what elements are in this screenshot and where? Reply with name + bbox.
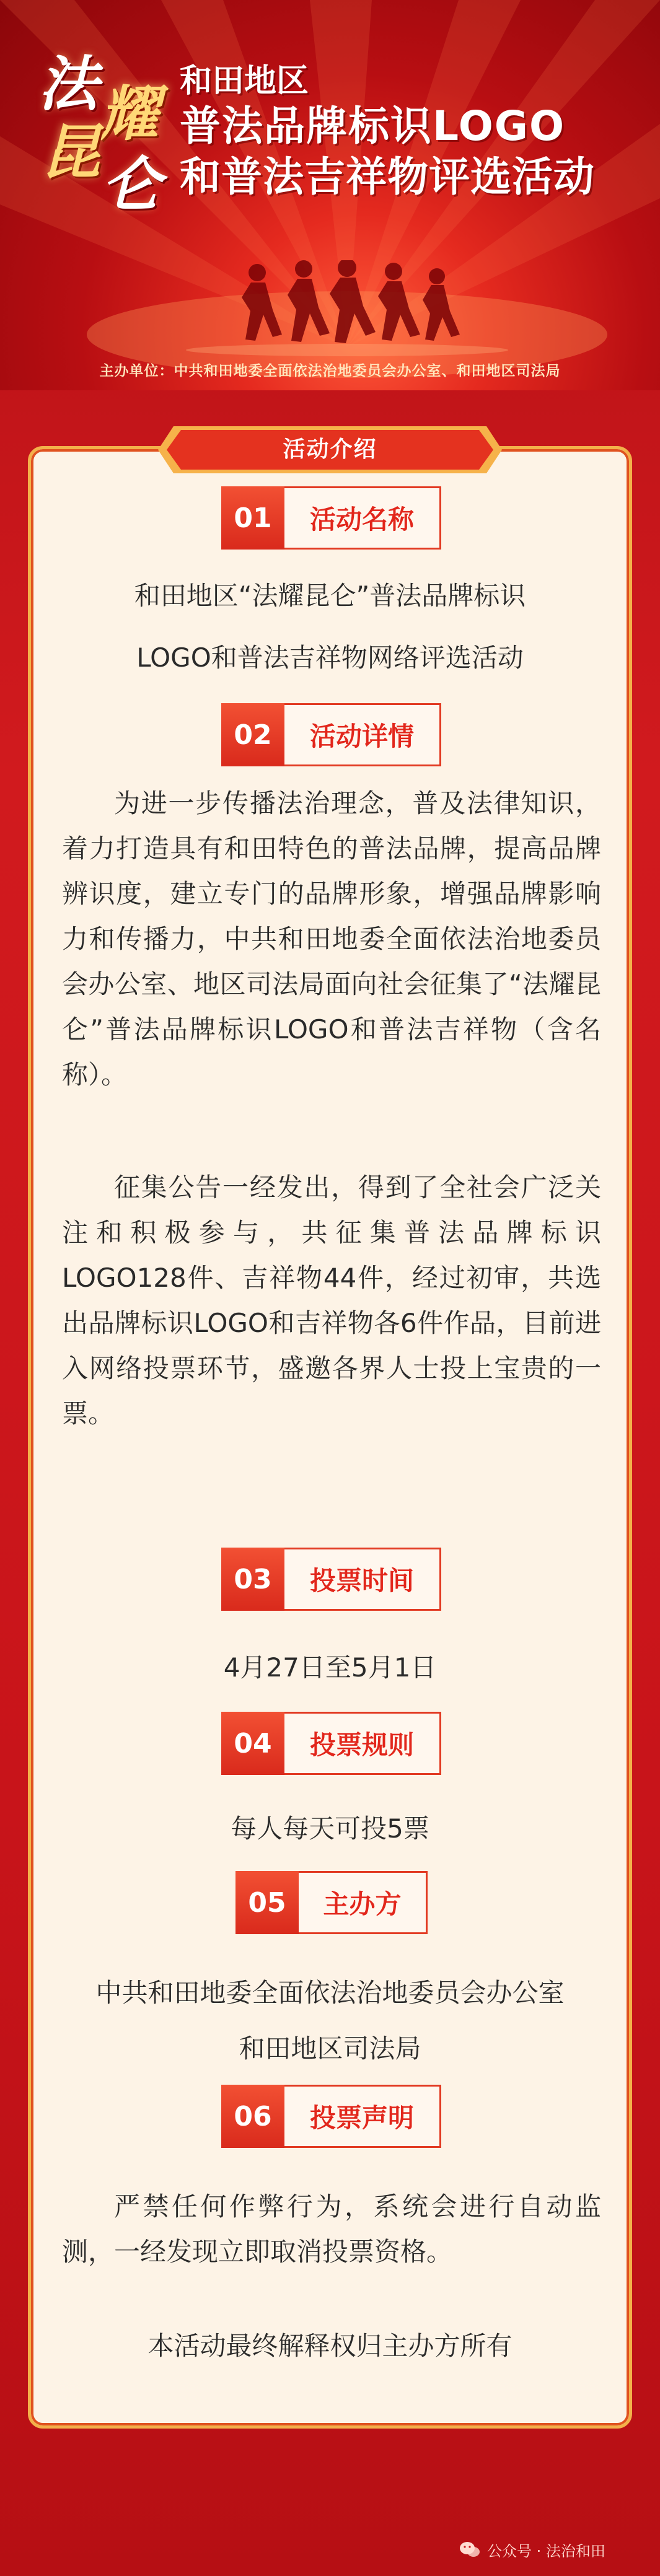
section-01-header (221, 486, 441, 550)
watermark (459, 2539, 605, 2561)
section-04-label: 投票规则 (284, 1712, 441, 1775)
section-03-header (221, 1548, 441, 1611)
watermark-text: 公众号 · 法治和田 (487, 2543, 605, 2560)
runners-silhouette-icon (0, 260, 660, 359)
section-05-header (235, 1871, 428, 1934)
section-04-header (221, 1712, 441, 1775)
section-01-label: 活动名称 (284, 486, 441, 550)
section-01-number: 01 (221, 486, 284, 550)
banner-title-line-3: 和普法吉祥物评选活动 (180, 153, 595, 201)
section-05-number: 05 (235, 1871, 299, 1934)
logo-char-fa: 法 (38, 49, 98, 119)
vote-time-value: 4月27日至5月1日 (223, 1652, 437, 1683)
activity-detail-paragraph-1: 为进一步传播法治理念，普及法律知识，着力打造具有和田特色的普法品牌，提高品牌辨识度，建立专门的品牌形象，增强品牌影响力和传播力，中共和田地委全面依法治地委员会办公室、地区司法局面向社会征集了“法耀昆仑”普法品牌标识LOGO和普法吉祥物（含名称）。 (62, 788, 601, 1090)
vote-rule-value: 每人每天可投5票 (231, 1813, 429, 1844)
intro-title: 活动介绍 (283, 437, 377, 462)
section-02-number: 02 (221, 703, 284, 766)
activity-name-line-1: 和田地区“法耀昆仑”普法品牌标识 (134, 580, 526, 611)
logo-char-yao: 耀 (99, 79, 159, 149)
section-02-header (221, 703, 441, 766)
activity-name-line-2: LOGO和普法吉祥物网络评选活动 (136, 642, 524, 673)
host-line-1: 中共和田地委全面依法治地委员会办公室 (95, 1978, 565, 2008)
wechat-icon (459, 2541, 481, 2559)
organizer-line: 主办单位：中共和田地委全面依法治地委员会办公室、和田地区司法局 (99, 363, 561, 379)
logo-char-kun: 昆 (41, 117, 100, 187)
header-banner (0, 0, 660, 390)
section-02-label: 活动详情 (284, 703, 441, 766)
final-note: 本活动最终解释权归主办方所有 (147, 2331, 513, 2361)
section-05-label: 主办方 (299, 1871, 428, 1934)
section-03-number: 03 (221, 1548, 284, 1611)
logo-char-lun: 仑 (102, 149, 161, 219)
section-03-label: 投票时间 (284, 1548, 441, 1611)
section-06-label: 投票声明 (284, 2085, 441, 2148)
banner-title-line-2: 普法品牌标识LOGO (180, 102, 566, 150)
activity-detail-paragraph-2: 征集公告一经发出，得到了全社会广泛关注和积极参与，共征集普法品牌标识LOGO128件、吉祥物44件，经过初审，共选出品牌标识LOGO和吉祥物各6件作品，目前进入网络投票环节，盛邀各界人士投上宝贵的一票。 (62, 1172, 601, 1429)
section-04-number: 04 (221, 1712, 284, 1775)
section-06-number: 06 (221, 2085, 284, 2148)
host-line-2: 和田地区司法局 (239, 2033, 421, 2064)
vote-statement: 严禁任何作弊行为，系统会进行自动监测，一经发现立即取消投票资格。 (62, 2191, 601, 2267)
section-06-header (221, 2085, 441, 2148)
banner-title-line-1: 和田地区 (180, 63, 309, 100)
